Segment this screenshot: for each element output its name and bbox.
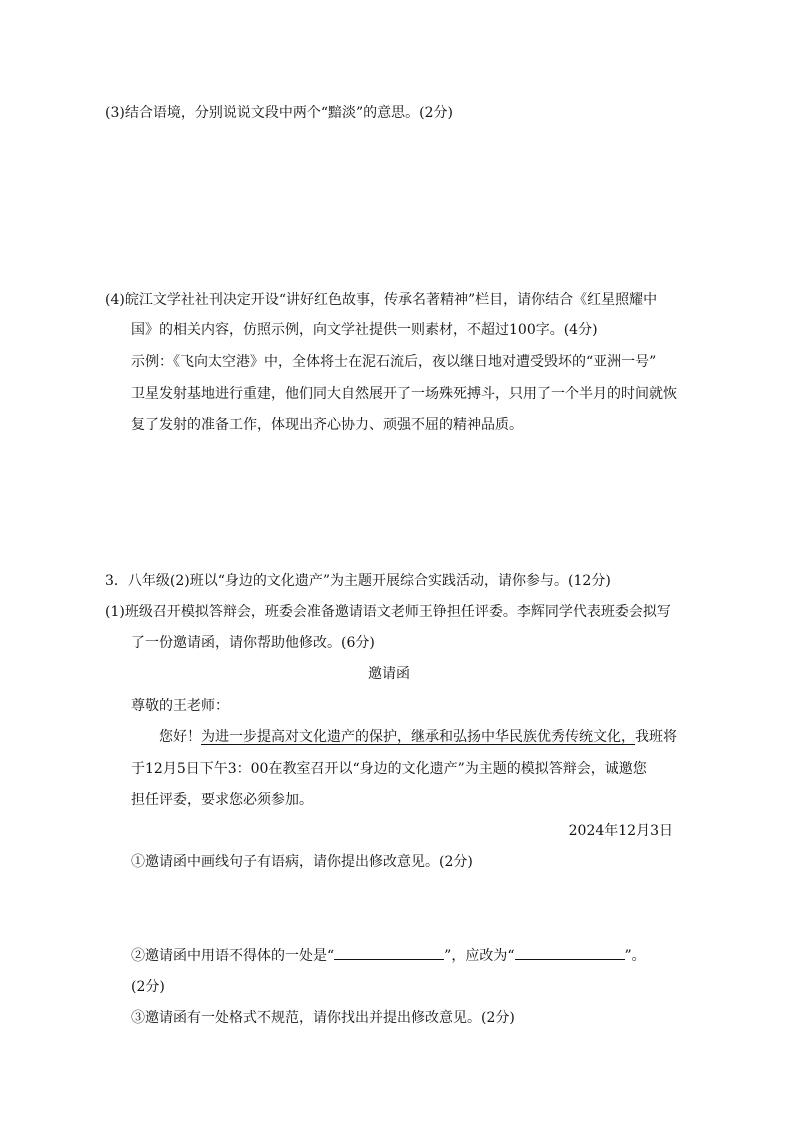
question-3-3: (3)结合语境，分别说说文段中两个“黯淡”的意思。(2分)	[105, 105, 453, 121]
item-1: ①邀请函中画线句子有语病，请你提出修改意见。(2分)	[131, 854, 473, 870]
letter-date: 2024年12月3日	[568, 823, 673, 839]
question-3-1-line1: (1)班级召开模拟答辩会，班委会准备邀请语文老师王铮担任评委。李辉同学代表班委会拟写	[105, 604, 671, 620]
question-3-4-line1: (4)皖江文学社社刊决定开设“讲好红色故事，传承名著精神”栏目，请你结合《红星照耀中	[105, 292, 658, 308]
letter-body-line1	[159, 727, 677, 747]
question-3-4-line2: 国》的相关内容，仿照示例，向文学社提供一则素材，不超过100字。(4分)	[131, 322, 598, 338]
letter-body-line2: 于12月5日下午3：00在教室召开以“身边的文化遗产”为主题的模拟答辩会，诚邀您	[131, 761, 647, 777]
item-2-suffix: ”。	[624, 948, 646, 964]
letter-greeting: 您好！	[159, 729, 201, 745]
item-2	[131, 946, 646, 966]
example-line1: 示例：《飞向太空港》中，全体将士在泥石流后，夜以继日地对遭受毁坏的“亚洲一号”	[131, 354, 657, 370]
example-line2: 卫星发射基地进行重建，他们同大自然展开了一场殊死搏斗，只用了一个半月的时间就恢	[131, 386, 677, 402]
item-2-score: (2分)	[131, 979, 165, 995]
example-line3: 复了发射的准备工作，体现出齐心协力、顽强不屈的精神品质。	[131, 417, 523, 433]
letter-title: 邀请函	[368, 666, 410, 682]
underlined-sentence: 为进一步提高对文化遗产的保护，继承和弘扬中华民族优秀传统文化，	[201, 729, 635, 745]
letter-salutation: 尊敬的王老师：	[131, 698, 229, 714]
item-3: ③邀请函有一处格式不规范，请你找出并提出修改意见。(2分)	[131, 1010, 515, 1026]
answer-blank-1[interactable]	[334, 947, 444, 960]
letter-body-line3: 担任评委，要求您必须参加。	[131, 792, 313, 808]
question-3-1-line2: 了一份邀请函，请你帮助他修改。(6分)	[131, 635, 375, 651]
item-2-prefix: ②邀请函中用语不得体的一处是“	[131, 948, 335, 964]
question-3-title: 3．八年级(2)班以“身边的文化遗产”为主题开展综合实践活动，请你参与。(12分)	[105, 573, 611, 589]
letter-body-line1-rest: 我班将	[635, 729, 677, 745]
item-2-mid: ”，应改为“	[444, 948, 515, 964]
answer-blank-2[interactable]	[515, 947, 625, 960]
